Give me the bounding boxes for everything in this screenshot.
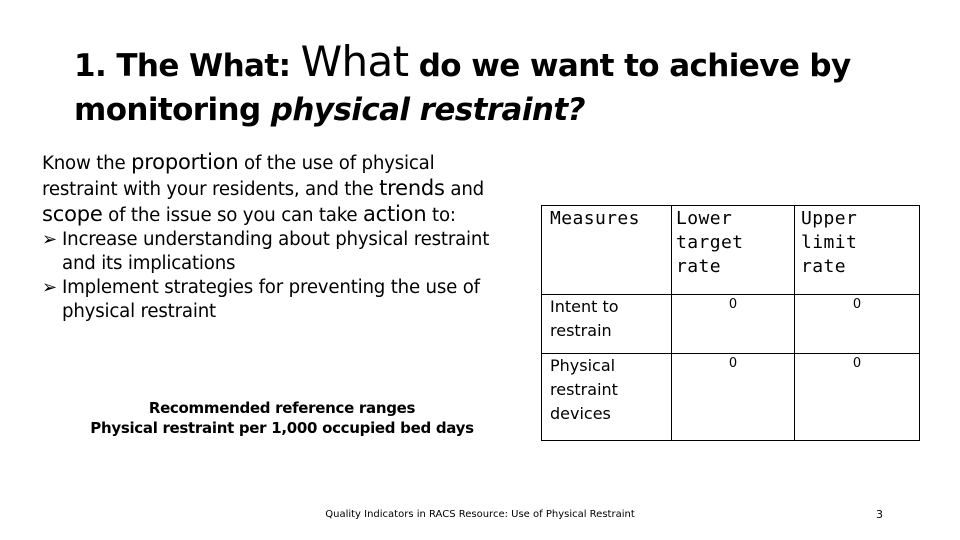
intro-action: action [363, 202, 427, 226]
cell-lower: 0 [672, 354, 795, 441]
arrow-bullet-icon: ➢ [42, 277, 57, 298]
title-line2-italic: physical restraint? [270, 92, 585, 128]
cell-lower: 0 [672, 295, 795, 354]
header-upper-limit: Upper limit rate [795, 206, 920, 295]
table-row [542, 354, 920, 441]
arrow-bullet-icon: ➢ [42, 229, 57, 250]
reference-range-table [541, 205, 920, 441]
slide-title [74, 37, 934, 132]
bullet-item [42, 228, 512, 276]
reference-line1: Recommended reference ranges [148, 399, 416, 417]
reference-caption [42, 398, 522, 438]
page-number: 3 [876, 508, 883, 521]
intro-paragraph [42, 150, 512, 228]
header-lower-target: Lower target rate [672, 206, 795, 295]
header-measures: Measures [542, 206, 672, 295]
intro-proportion: proportion [131, 150, 239, 174]
title-prefix: 1. The What: [74, 48, 301, 84]
intro-p5: to: [426, 205, 456, 226]
table-row [542, 295, 920, 354]
footer-text: Quality Indicators in RACS Resource: Use of Physical Restraint [325, 509, 635, 520]
intro-p2: of the use of physical restraint with your residents, and the [42, 153, 435, 200]
title-after-big: do we want to achieve by [408, 48, 851, 84]
cell-upper: 0 [795, 295, 920, 354]
title-big-word: What [300, 37, 409, 86]
title-line2: monitoring [74, 92, 271, 128]
intro-text-block [42, 150, 512, 324]
intro-scope: scope [42, 202, 103, 226]
reference-line2: Physical restraint per 1,000 occupied bed days [90, 419, 474, 437]
table-header-row [542, 206, 920, 295]
intro-trends: trends [379, 176, 445, 200]
cell-upper: 0 [795, 354, 920, 441]
cell-measure: Physical restraint devices [542, 354, 672, 441]
bullet-text: Implement strategies for preventing the use of physical restraint [62, 277, 480, 322]
cell-measure: Intent to restrain [542, 295, 672, 354]
intro-p3: and [444, 179, 485, 200]
intro-p4: of the issue so you can take [102, 205, 363, 226]
bullet-item [42, 276, 512, 324]
intro-p1: Know the [42, 153, 132, 174]
bullet-text: Increase understanding about physical restraint and its implications [62, 229, 490, 274]
